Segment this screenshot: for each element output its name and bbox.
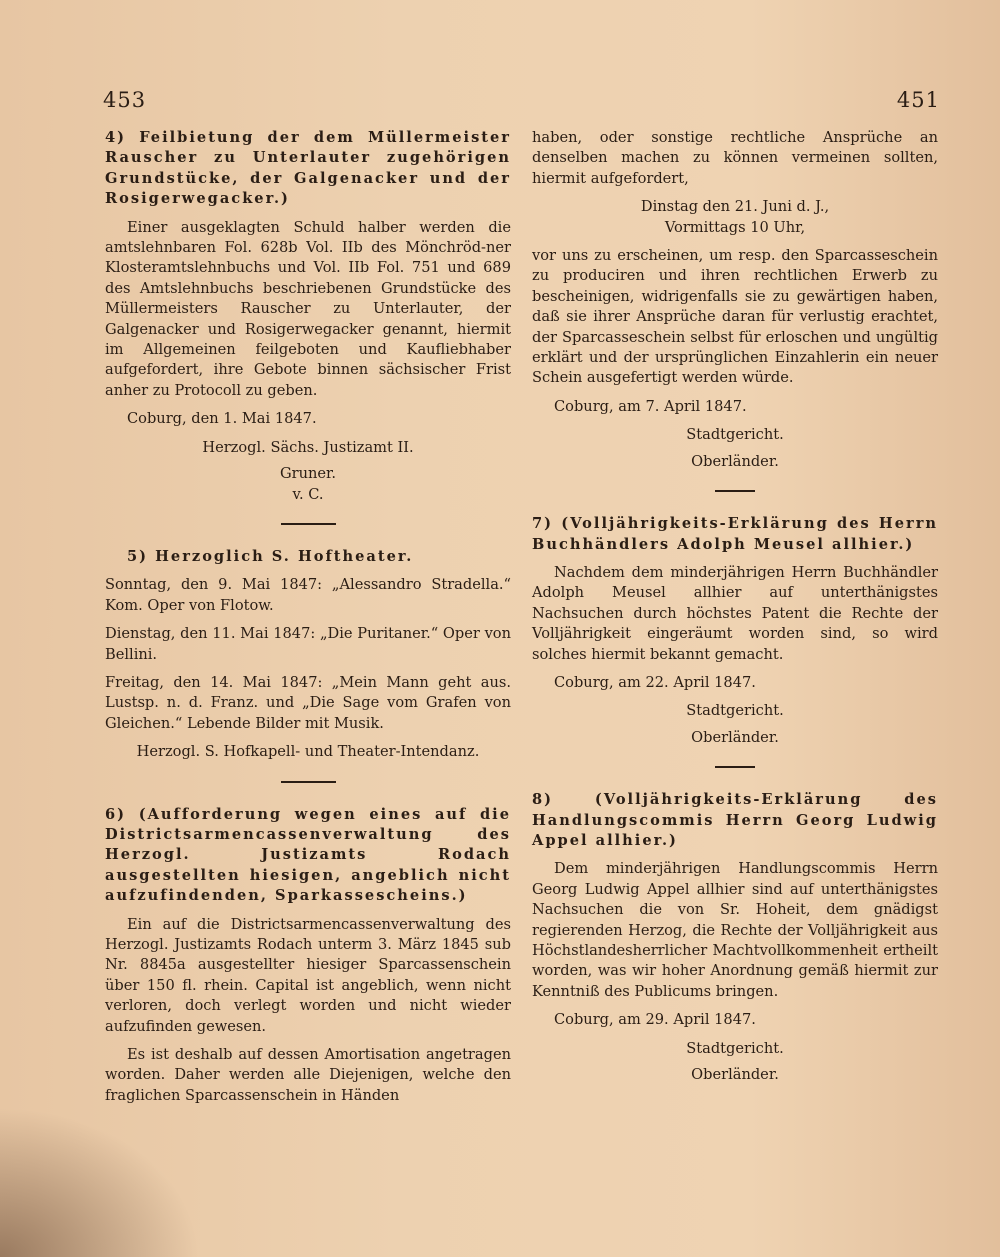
section-divider — [715, 766, 755, 768]
section-divider — [715, 490, 755, 492]
notice-7-authority: Stadtgericht. — [686, 702, 784, 720]
notice-6-body-1: Ein auf die Districtsarmencassenverwaltung des Herzogl. Justizamts Rodach unterm 3. März 1845 sub Nr. 8845a ausgestellter hiesiger Sparcassenschein über 150 fl. rhein. Capital ist angeblich, wenn nicht verloren, doch verlegt worden und nicht wieder aufzufinden gewesen. — [105, 915, 511, 1035]
right-column — [532, 128, 938, 1085]
section-divider — [281, 523, 336, 525]
notice-6-continued-body-2: vor uns zu erscheinen, um resp. den Sparcasseschein zu produciren und ihren rechtlichen Erwerb zu bescheinigen, widrigenfalls sie zu gewärtigen haben, daß sie ihrer Ansprüche daran für verlustig erachtet, der Sparcasseschein selbst für erloschen und ungültig erklärt und der ursprünglichen Einzahlerin ein neuer Schein ausgefertigt werden würde. — [532, 247, 938, 387]
notice-4-authority: Herzogl. Sächs. Justizamt II. — [202, 438, 414, 456]
page-shadow — [0, 1107, 200, 1257]
notice-7-heading: 7) (Volljährigkeits-Erklärung des Herrn Buchhändlers Adolph Meusel allhier.) — [532, 515, 938, 553]
notice-8-date: Coburg, am 29. April 1847. — [554, 1011, 756, 1029]
page-number-right: 451 — [896, 88, 940, 112]
notice-5-signature: Herzogl. S. Hofkapell- und Theater-Intendanz. — [136, 743, 480, 761]
notice-4-signatory-initials: v. C. — [292, 485, 324, 503]
notice-7-signatory: Oberländer. — [691, 728, 779, 746]
left-column — [105, 128, 511, 1114]
notice-6-continued-body-1: haben, oder sonstige rechtliche Ansprüche an denselben machen zu können vermeinen sollten, hiermit aufgefordert, — [532, 129, 938, 187]
notice-4-signatory: Gruner. — [279, 465, 337, 483]
notice-6-authority: Stadtgericht. — [686, 426, 784, 444]
notice-8-signatory: Oberländer. — [691, 1066, 779, 1084]
notice-6-date: Coburg, am 7. April 1847. — [554, 397, 747, 415]
notice-6-hearing-date: Dinstag den 21. Juni d. J., — [640, 198, 830, 216]
section-divider — [281, 781, 336, 783]
notice-4-date: Coburg, den 1. Mai 1847. — [127, 410, 317, 428]
notice-4-body: Einer ausgeklagten Schuld halber werden die amtslehnbaren Fol. 628b Vol. IIb des Mönchröd-ner Klosteramtslehnbuchs und Vol. IIb Fol. 751 und 689 des Amtslehnbuchs beschriebenen Grundstücke des Müllermeisters Rauscher zu Unterlauter, der Galgenacker und Rosigerwegacker genannt, hiermit im Allgemeinen feilgeboten und Kaufliebhaber aufgefordert, ihre Gebote binnen sächsischer Frist anher zu Protocoll zu geben. — [105, 218, 511, 399]
page-number-left: 453 — [103, 88, 147, 112]
notice-8-heading: 8) (Volljährigkeits-Erklärung des Handlungscommis Herrn Georg Ludwig Appel allhier.) — [532, 791, 938, 849]
notice-5-line-sunday: Sonntag, den 9. Mai 1847: „Alessandro Stradella.“ Kom. Oper von Flotow. — [105, 576, 511, 614]
notice-5-line-friday: Freitag, den 14. Mai 1847: „Mein Mann geht aus. Lustsp. n. d. Franz. und „Die Sage vom Grafen von Gleichen.“ Lebende Bilder mit Musik. — [105, 673, 511, 732]
notice-7-body: Nachdem dem minderjährigen Herrn Buchhändler Adolph Meusel allhier auf unterthänigstes Nachsuchen durch höchstes Patent die Rechte der Volljährigkeit eingeräumt worden sind, so wird solches hiermit bekannt gemacht. — [532, 563, 938, 663]
notice-7-date: Coburg, am 22. April 1847. — [554, 673, 756, 691]
notice-4-heading: 4) Feilbietung der dem Müllermeister Rauscher zu Unterlauter zugehörigen Grundstücke, der Galgenacker und der Rosigerwegacker.) — [105, 129, 511, 208]
notice-6-body-2: Es ist deshalb auf dessen Amortisation angetragen worden. Daher werden alle Diejenigen, welche den fraglichen Sparcassenschein in Händen — [105, 1046, 511, 1104]
notice-6-heading: 6) (Aufforderung wegen eines auf die Districtsarmencassenverwaltung des Herzogl. Justizamts Rodach ausgestellten hiesigen, angeblich nicht aufzufindenden, Sparkassescheins.) — [105, 805, 511, 905]
notice-5-heading: 5) Herzoglich S. Hoftheater. — [127, 547, 414, 565]
notice-5-line-tuesday: Dienstag, den 11. Mai 1847: „Die Puritaner.“ Oper von Bellini. — [105, 625, 511, 663]
notice-8-body: Dem minderjährigen Handlungscommis Herrn Georg Ludwig Appel allhier sind auf unterthänigstes Nachsuchen die von Sr. Hoheit, dem gnädigst regierenden Herzog, die Rechte der Volljährigkeit aus Höchstlandesherrlicher Machtvollkommenheit ertheilt worden, was wir hoher Anordnung gemäß hiermit zur Kenntniß des Publicums bringen. — [532, 860, 938, 1000]
notice-6-signatory: Oberländer. — [691, 452, 779, 470]
notice-8-authority: Stadtgericht. — [686, 1039, 784, 1057]
notice-6-hearing-time: Vormittags 10 Uhr, — [664, 218, 806, 236]
